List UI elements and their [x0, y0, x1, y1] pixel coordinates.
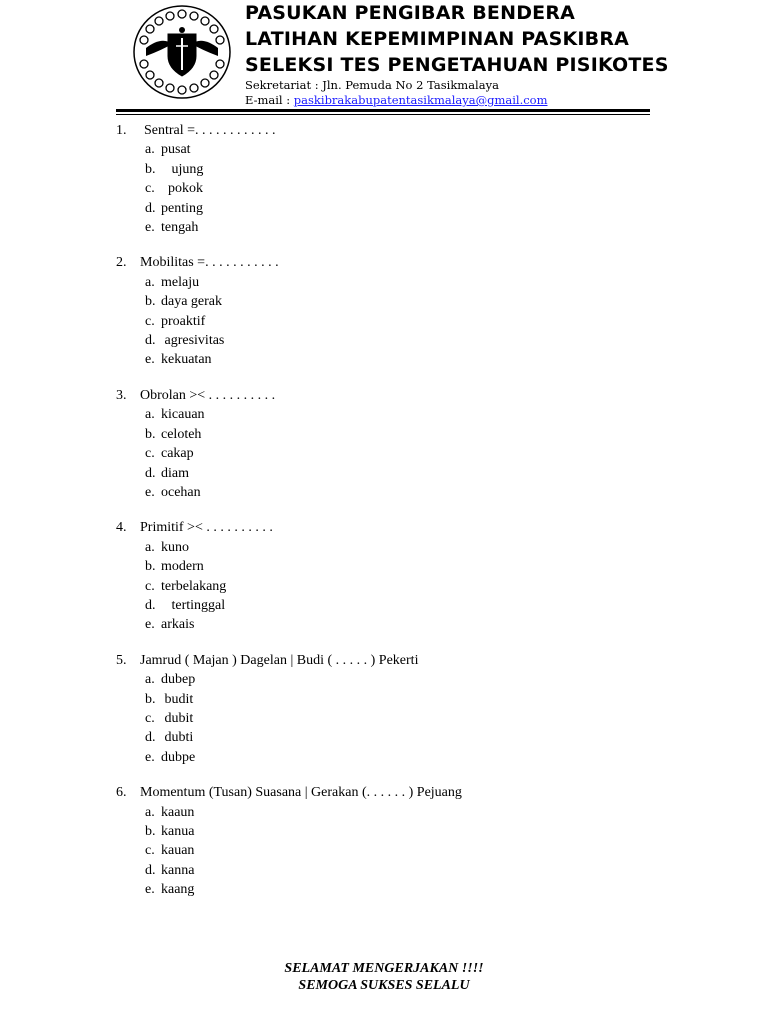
option-text: dubit — [161, 710, 194, 726]
option-c — [145, 179, 676, 198]
option-letter: d. — [145, 333, 156, 349]
option-letter: b. — [145, 161, 156, 177]
closing-line-2: SEMOGA SUKSES SELALU — [298, 977, 470, 993]
question-text: Obrolan >< . . . . . . . . . . — [140, 387, 276, 403]
option-a — [145, 538, 676, 557]
paskibra-emblem-icon — [132, 4, 232, 100]
option-text: kaaun — [161, 804, 195, 820]
question-6 — [116, 783, 676, 899]
option-e — [145, 880, 676, 899]
option-text: modern — [161, 559, 204, 575]
question-number: 3. — [116, 387, 127, 403]
letterhead — [245, 0, 669, 108]
option-b — [145, 690, 676, 709]
option-text: dubti — [161, 730, 194, 746]
option-letter: a. — [145, 274, 155, 290]
question-line — [116, 386, 676, 405]
option-letter: d. — [145, 465, 156, 481]
option-e — [145, 218, 676, 237]
header-divider-thin — [116, 114, 650, 115]
option-b — [145, 822, 676, 841]
closing-line-1: SELAMAT MENGERJAKAN !!!! — [284, 961, 484, 976]
option-d — [145, 596, 676, 615]
option-text: cakap — [161, 446, 194, 462]
header-divider-thick — [116, 109, 650, 112]
question-number: 1. — [116, 123, 127, 138]
option-letter: e. — [145, 220, 155, 236]
option-text: kanna — [161, 862, 195, 878]
option-e — [145, 615, 676, 634]
option-letter: b. — [145, 559, 156, 575]
question-line — [116, 783, 676, 802]
option-b — [145, 292, 676, 311]
option-letter: a. — [145, 672, 155, 688]
option-letter: a. — [145, 142, 155, 158]
question-number: 6. — [116, 785, 127, 801]
option-text: pokok — [161, 181, 203, 197]
option-text: pusat — [161, 142, 191, 158]
option-letter: b. — [145, 824, 156, 839]
option-list — [145, 803, 676, 900]
option-b — [145, 425, 676, 444]
question-text: Sentral =. . . . . . . . . . . . — [144, 123, 276, 138]
option-letter: a. — [145, 407, 155, 423]
option-a — [145, 670, 676, 689]
question-1 — [116, 121, 676, 237]
option-b — [145, 160, 676, 179]
option-letter: c. — [145, 578, 155, 594]
question-line — [116, 253, 676, 272]
option-letter: c. — [145, 181, 155, 197]
option-c — [145, 709, 676, 728]
option-a — [145, 803, 676, 822]
option-text: kaang — [161, 882, 195, 898]
question-line — [116, 651, 676, 670]
option-text: tertinggal — [161, 597, 226, 613]
option-text: kuno — [161, 539, 189, 555]
question-number: 4. — [116, 520, 127, 536]
header-email-line — [245, 93, 669, 108]
option-letter: e. — [145, 617, 155, 633]
option-letter: a. — [145, 539, 155, 555]
option-list — [145, 140, 676, 237]
option-letter: c. — [145, 313, 155, 329]
option-c — [145, 444, 676, 463]
option-d — [145, 861, 676, 880]
option-letter: e. — [145, 882, 155, 898]
question-3 — [116, 386, 676, 502]
header-title-3: SELEKSI TES PENGETAHUAN PISIKOTES — [245, 54, 669, 76]
option-letter: a. — [145, 804, 155, 820]
option-text: kauan — [161, 843, 195, 859]
question-text: Mobilitas =. . . . . . . . . . . — [140, 255, 279, 271]
option-a — [145, 140, 676, 159]
header-title-1: PASUKAN PENGIBAR BENDERA — [245, 2, 576, 24]
option-text: ocehan — [161, 484, 201, 500]
option-letter: b. — [145, 691, 156, 707]
option-text: diam — [161, 465, 189, 481]
option-d — [145, 199, 676, 218]
option-c — [145, 577, 676, 596]
question-number: 2. — [116, 255, 127, 271]
option-text: penting — [161, 200, 203, 216]
option-letter: c. — [145, 446, 155, 462]
email-label: E-mail : — [245, 93, 294, 107]
question-line — [116, 121, 676, 140]
question-2 — [116, 253, 676, 369]
question-4 — [116, 518, 676, 634]
option-text: budit — [161, 691, 194, 707]
option-text: kekuatan — [161, 352, 212, 368]
option-letter: d. — [145, 862, 156, 878]
option-list — [145, 670, 676, 767]
option-c — [145, 841, 676, 860]
option-text: dubpe — [161, 749, 196, 765]
question-line — [116, 518, 676, 537]
option-letter: b. — [145, 426, 156, 442]
option-text: ujung — [161, 161, 204, 177]
option-letter: c. — [145, 710, 155, 726]
question-text: Jamrud ( Majan ) Dagelan | Budi ( . . . . . ) Pekerti — [140, 652, 419, 668]
option-d — [145, 331, 676, 350]
option-a — [145, 405, 676, 424]
option-text: proaktif — [161, 313, 206, 329]
option-a — [145, 273, 676, 292]
option-text: kicauan — [161, 407, 205, 423]
option-text: melaju — [161, 274, 200, 290]
option-letter: d. — [145, 730, 156, 746]
option-letter: c. — [145, 843, 155, 859]
option-letter: e. — [145, 352, 155, 368]
option-text: tengah — [161, 220, 199, 236]
option-text: kanua — [161, 824, 195, 839]
option-letter: e. — [145, 749, 155, 765]
option-b — [145, 557, 676, 576]
option-list — [145, 405, 676, 502]
option-letter: d. — [145, 597, 156, 613]
option-text: celoteh — [161, 426, 202, 442]
option-d — [145, 728, 676, 747]
option-c — [145, 312, 676, 331]
option-d — [145, 464, 676, 483]
closing-message — [0, 961, 768, 994]
question-number: 5. — [116, 652, 127, 668]
option-text: daya gerak — [161, 294, 223, 310]
option-text: dubep — [161, 672, 196, 688]
option-letter: e. — [145, 484, 155, 500]
header-address: Sekretariat : Jln. Pemuda No 2 Tasikmalaya — [245, 78, 499, 92]
option-list — [145, 538, 676, 635]
question-text: Primitif >< . . . . . . . . . . — [140, 520, 273, 536]
question-list — [116, 121, 676, 916]
option-list — [145, 273, 676, 370]
header-title-2: LATIHAN KEPEMIMPINAN PASKIBRA — [245, 28, 630, 50]
option-text: terbelakang — [161, 578, 227, 594]
question-text: Momentum (Tusan) Suasana | Gerakan (. . . . . . ) Pejuang — [140, 785, 462, 801]
option-e — [145, 350, 676, 369]
option-e — [145, 748, 676, 767]
option-letter: b. — [145, 294, 156, 310]
option-text: arkais — [161, 617, 195, 633]
option-e — [145, 483, 676, 502]
option-letter: d. — [145, 200, 156, 216]
email-link[interactable]: paskibrakabupatentasikmalaya@gmail.com — [293, 93, 548, 107]
option-text: agresivitas — [161, 333, 225, 349]
question-5 — [116, 651, 676, 767]
